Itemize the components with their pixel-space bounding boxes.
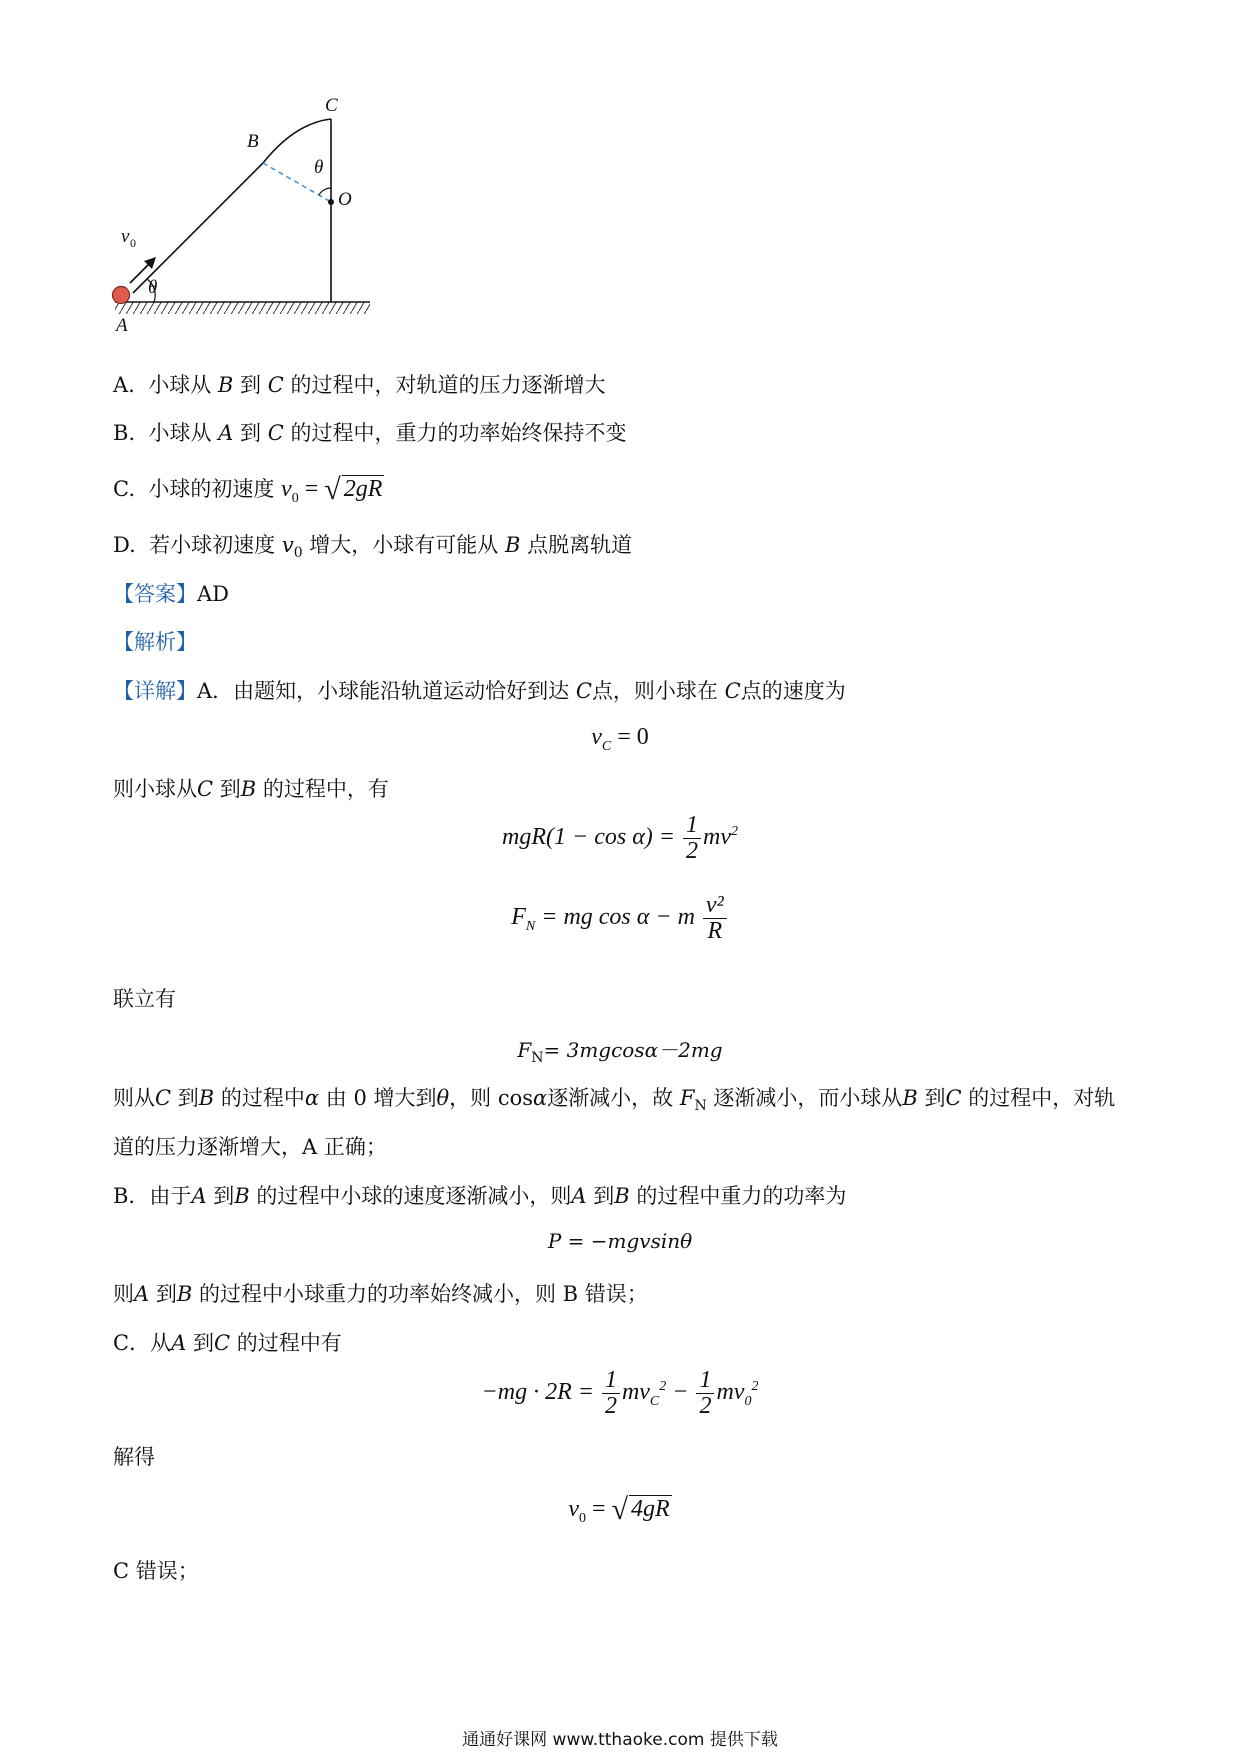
label-o: O xyxy=(338,189,352,210)
label-a: A xyxy=(116,315,128,336)
detail-line-6: B．由于A 到B 的过程中小球的速度逐渐减小，则A 到B 的过程中重力的功率为 xyxy=(113,1184,847,1208)
incline-track xyxy=(133,163,263,293)
equation-energy-ac: −mg · 2R = $\frac{1}{2}$ $mv_C^2$ − $\frac{1}{2}$ $mv_0^2$ xyxy=(481,1367,759,1420)
option-c: C. 小球的初速度 $v_0$ = √ 2gR xyxy=(113,473,383,506)
detail-line-2: 则小球从C 到B 的过程中，有 xyxy=(113,777,389,801)
equation-power: P = −mgvsinθ xyxy=(547,1229,693,1253)
answer-line: 【答案】AD xyxy=(113,582,230,606)
detail-line-9: 解得 xyxy=(113,1445,155,1469)
detail-line-7: 则A 到B 的过程中小球重力的功率始终减小，则 B 错误； xyxy=(113,1282,648,1306)
detail-line-4: 则从C 到B 的过程中α 由 0 增大到θ，则 cosα逐渐减小，故 $F_N$ 逐渐减小，而小球从B 到C 的过程中，对轨 xyxy=(113,1086,1116,1115)
label-theta-bottom: θ xyxy=(148,277,158,298)
physics-diagram xyxy=(100,95,390,355)
label-v0-sub: 0 xyxy=(130,236,136,250)
theta-arc-top xyxy=(319,188,331,195)
analysis-label: 【解析】 xyxy=(113,630,197,654)
label-v0: v xyxy=(121,226,130,247)
option-d: D. 若小球初速度 $v_0$ 增大，小球有可能从 B 点脱离轨道 xyxy=(113,533,633,562)
option-b: B. 小球从 A 到 C 的过程中，重力的功率始终保持不变 xyxy=(113,421,627,445)
equation-combined: $F_N= 3mgcos\alpha-2mg$ xyxy=(517,1038,723,1066)
detail-line-3: 联立有 xyxy=(113,987,176,1011)
equation-vc: $v_C = 0$ xyxy=(591,724,649,754)
ball xyxy=(113,287,130,304)
detail-line-1: 【详解】A．由题知，小球能沿轨道运动恰好到达 C点，则小球在 C点的速度为 xyxy=(113,679,846,703)
equation-energy: mgR(1 − cos α) = $\frac{1}{2}$ $mv^2$ xyxy=(502,812,738,865)
center-point-o xyxy=(328,199,334,205)
label-theta-top: θ xyxy=(314,157,324,178)
equation-normal-force: $F_N$ = mg cos α − m $\frac{\text{v²}}{R}$ xyxy=(0,893,1240,944)
option-a: A. 小球从 B 到 C 的过程中，对轨道的压力逐渐增大 xyxy=(113,373,606,397)
detail-line-5: 道的压力逐渐增大，A 正确； xyxy=(113,1135,387,1159)
detail-line-8: C．从A 到C 的过程中有 xyxy=(113,1331,342,1355)
footer-source: 通通好课网 www.tthaoke.com 提供下载 xyxy=(462,1730,778,1750)
detail-line-10: C 错误； xyxy=(113,1559,199,1583)
equation-v0-result: $v_0$ = √ 4gR xyxy=(568,1493,670,1526)
ground-hatching xyxy=(115,302,370,314)
label-b: B xyxy=(247,131,259,152)
label-c: C xyxy=(325,95,338,116)
